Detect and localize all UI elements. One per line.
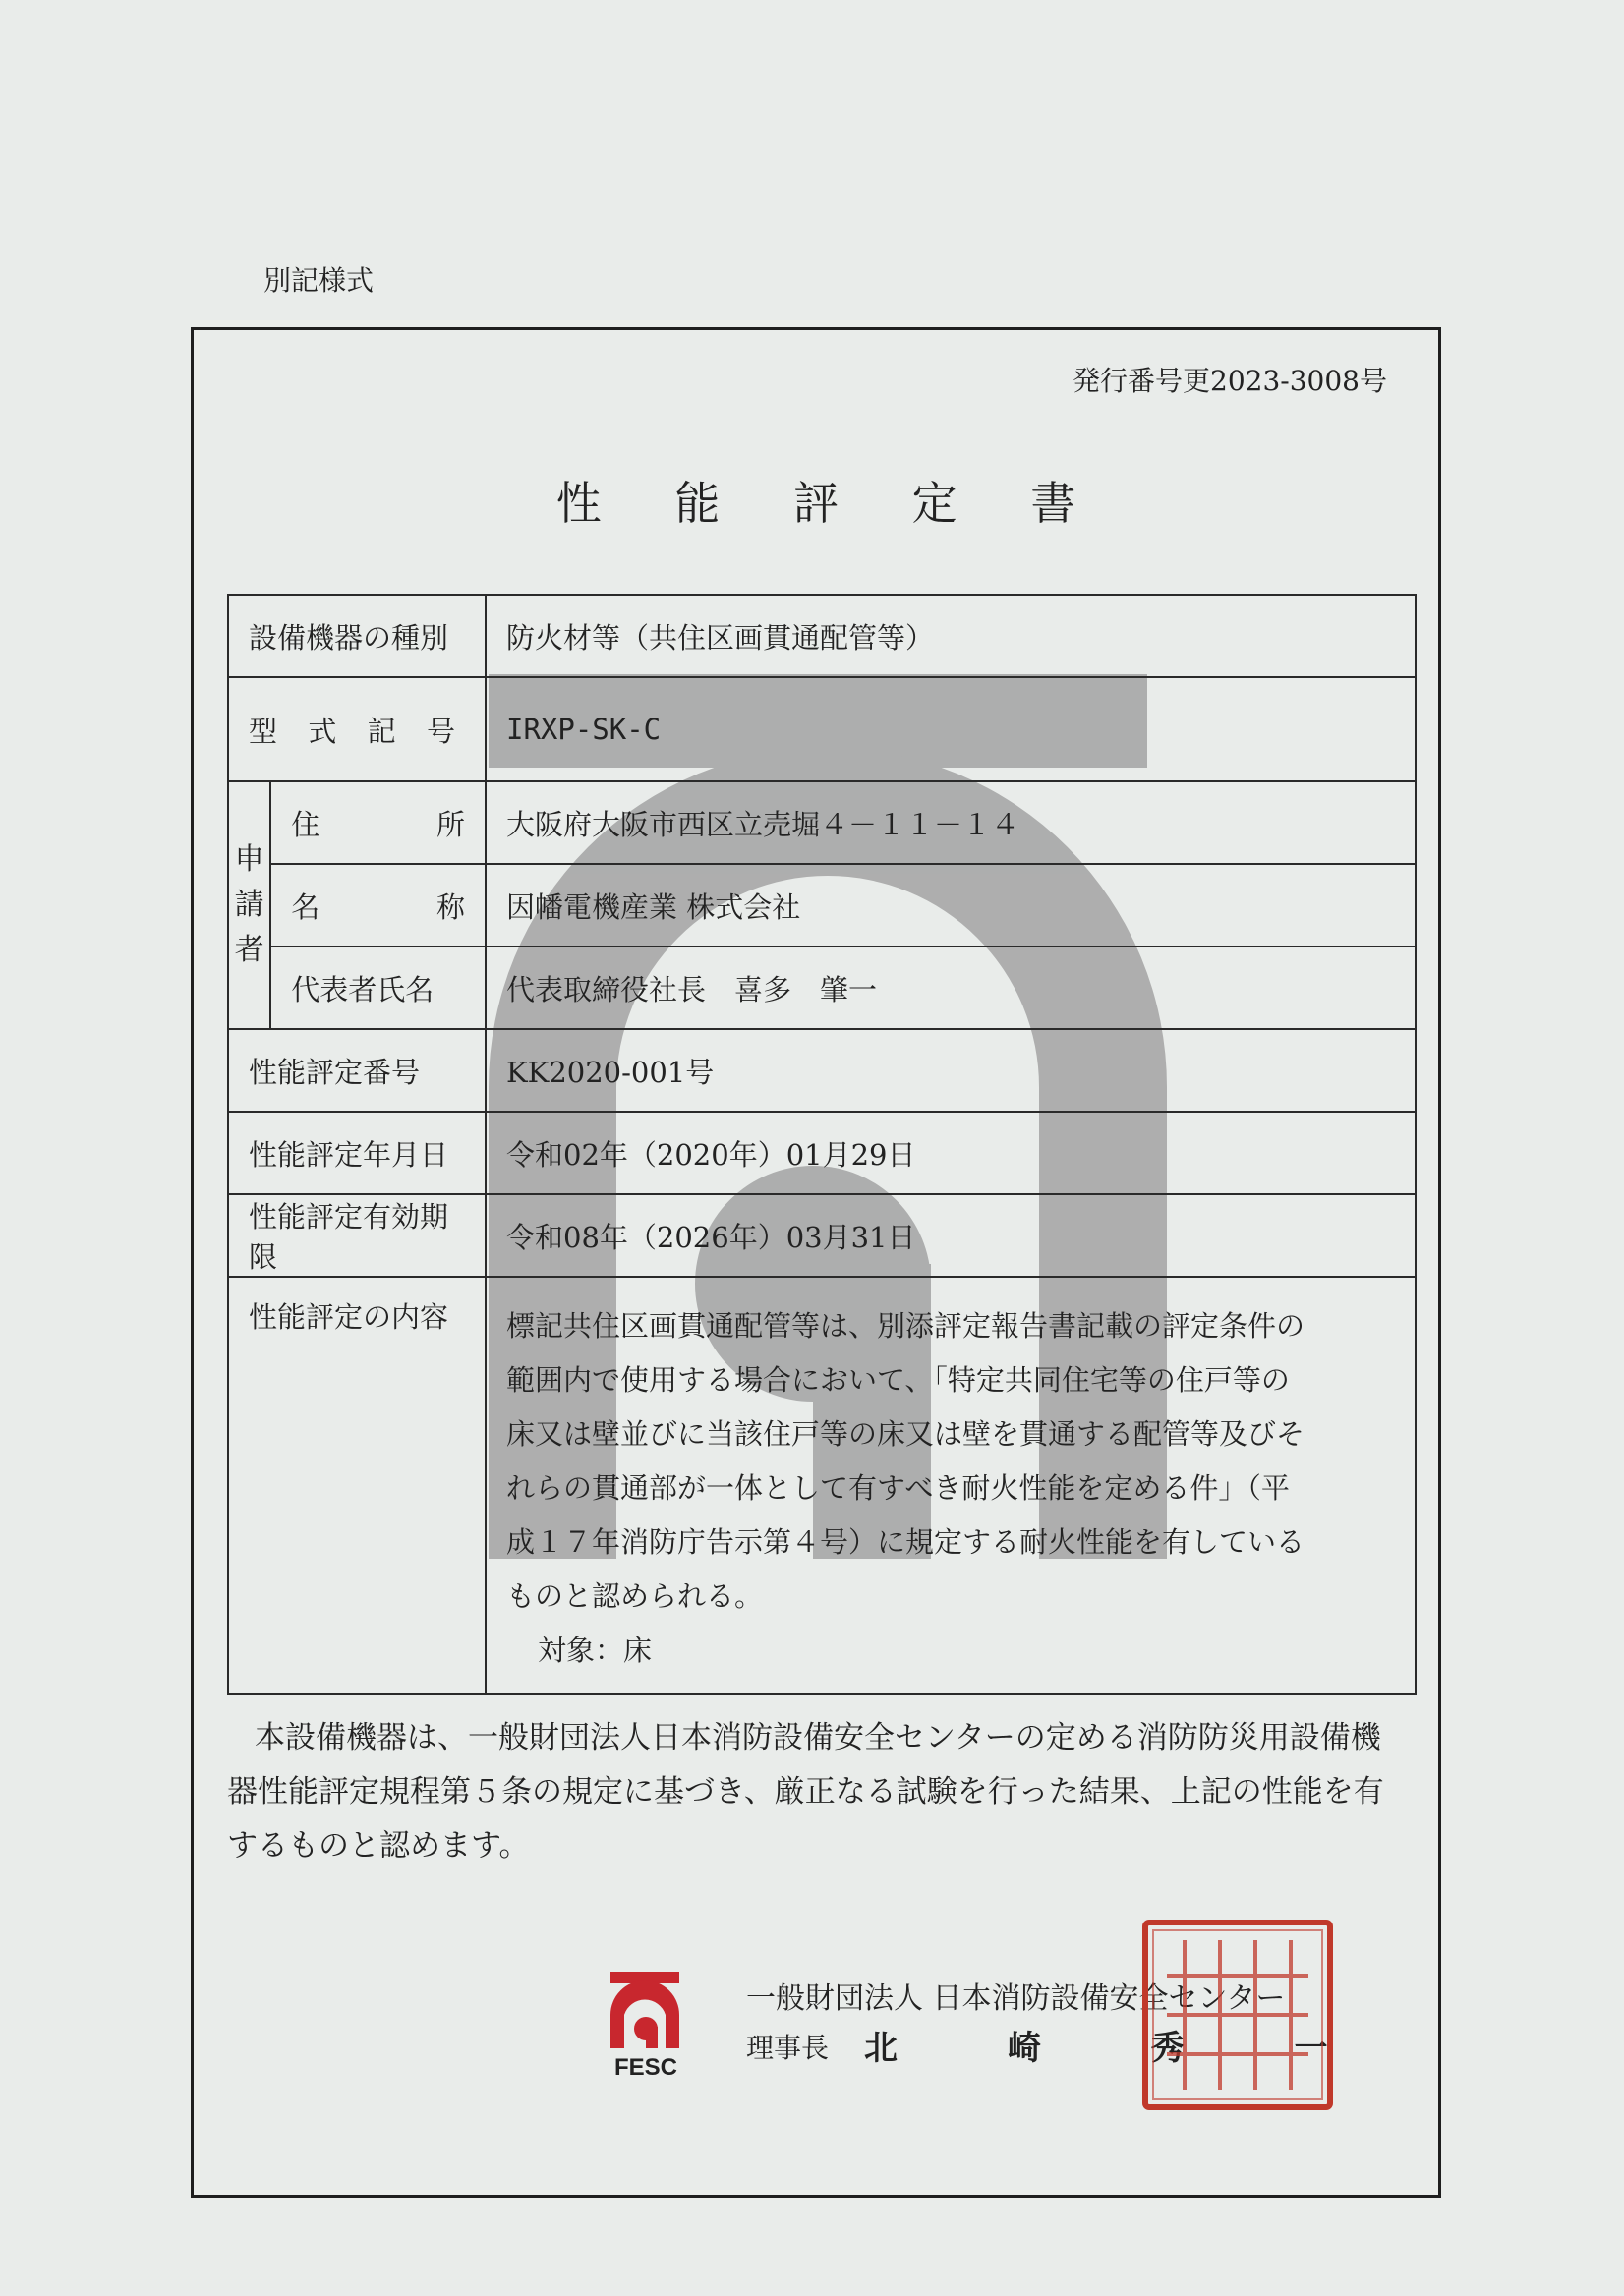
content-line: れらの貫通部が一体として有すべき耐火性能を定める件」（平 [506, 1471, 1290, 1505]
row-validity-period [228, 1194, 1416, 1277]
content-line: 成１７年消防庁告示第４号）に規定する耐火性能を有している [506, 1525, 1305, 1559]
fesc-logo [610, 1972, 683, 2080]
certification-statement: 本設備機器は、一般財団法人日本消防設備安全センターの定める消防防災用設備機器性能評定規程第５条の規定に基づき、厳正なる試験を行った結果、上記の性能を有するものと認めます。 [227, 1720, 1384, 1864]
form-note: 別記様式 [263, 264, 375, 297]
label-address: 住 所 [270, 781, 486, 864]
row-representative [228, 947, 1416, 1029]
chairman-name: 北 崎 秀 一 [864, 2029, 1377, 2068]
certificate-frame [191, 327, 1441, 2198]
label-validity-period: 性能評定有効期限 [228, 1194, 486, 1277]
content-line: 範囲内で使用する場合において、「特定共同住宅等の住戸等の [506, 1363, 1290, 1397]
row-equipment-type [228, 595, 1416, 677]
label-content: 性能評定の内容 [228, 1277, 486, 1694]
row-content [228, 1277, 1416, 1694]
value-evaluation-number: KK2020-001号 [486, 1029, 1416, 1112]
row-model-number [228, 677, 1416, 781]
row-company-name [228, 864, 1416, 947]
label-equipment-type: 設備機器の種別 [228, 595, 486, 677]
value-content [486, 1277, 1416, 1694]
value-representative: 代表取締役社長 喜多 肇一 [486, 947, 1416, 1029]
organization-name: 一般財団法人 日本消防設備安全センター [746, 1981, 1286, 2016]
label-representative: 代表者氏名 [270, 947, 486, 1029]
official-seal [1139, 1917, 1336, 2113]
value-equipment-type: 防火材等（共住区画貫通配管等） [486, 595, 1416, 677]
chairman-title: 理事長 [746, 2032, 830, 2064]
label-evaluation-date: 性能評定年月日 [228, 1112, 486, 1194]
content-line: 標記共住区画貫通配管等は、別添評定報告書記載の評定条件の [506, 1309, 1305, 1343]
issue-number: 発行番号更2023-3008号 [1073, 365, 1387, 397]
content-line: 床又は壁並びに当該住戸等の床又は壁を貫通する配管等及びそ [506, 1417, 1305, 1451]
document-title: 性 能 評 定 書 [555, 477, 1106, 530]
row-address [228, 781, 1416, 864]
value-evaluation-date: 令和02年（2020年）01月29日 [486, 1112, 1416, 1194]
label-model-number: 型 式 記 号 [228, 677, 486, 781]
row-evaluation-date [228, 1112, 1416, 1194]
logo-text: FESC [613, 2054, 678, 2080]
value-company-name: 因幡電機産業 株式会社 [486, 864, 1416, 947]
content-target: 対象：床 [538, 1634, 653, 1667]
label-company-name: 名 称 [270, 864, 486, 947]
evaluation-table [227, 594, 1417, 1695]
value-model-number: IRXP-SK-C [486, 677, 1416, 781]
label-evaluation-number: 性能評定番号 [228, 1029, 486, 1112]
value-address: 大阪府大阪市西区立売堀４－１１－１４ [486, 781, 1416, 864]
label-applicant: 申 請 者 [228, 781, 270, 1029]
content-line: ものと認められる。 [506, 1579, 764, 1613]
value-validity-period: 令和08年（2026年）03月31日 [486, 1194, 1416, 1277]
row-evaluation-number [228, 1029, 1416, 1112]
